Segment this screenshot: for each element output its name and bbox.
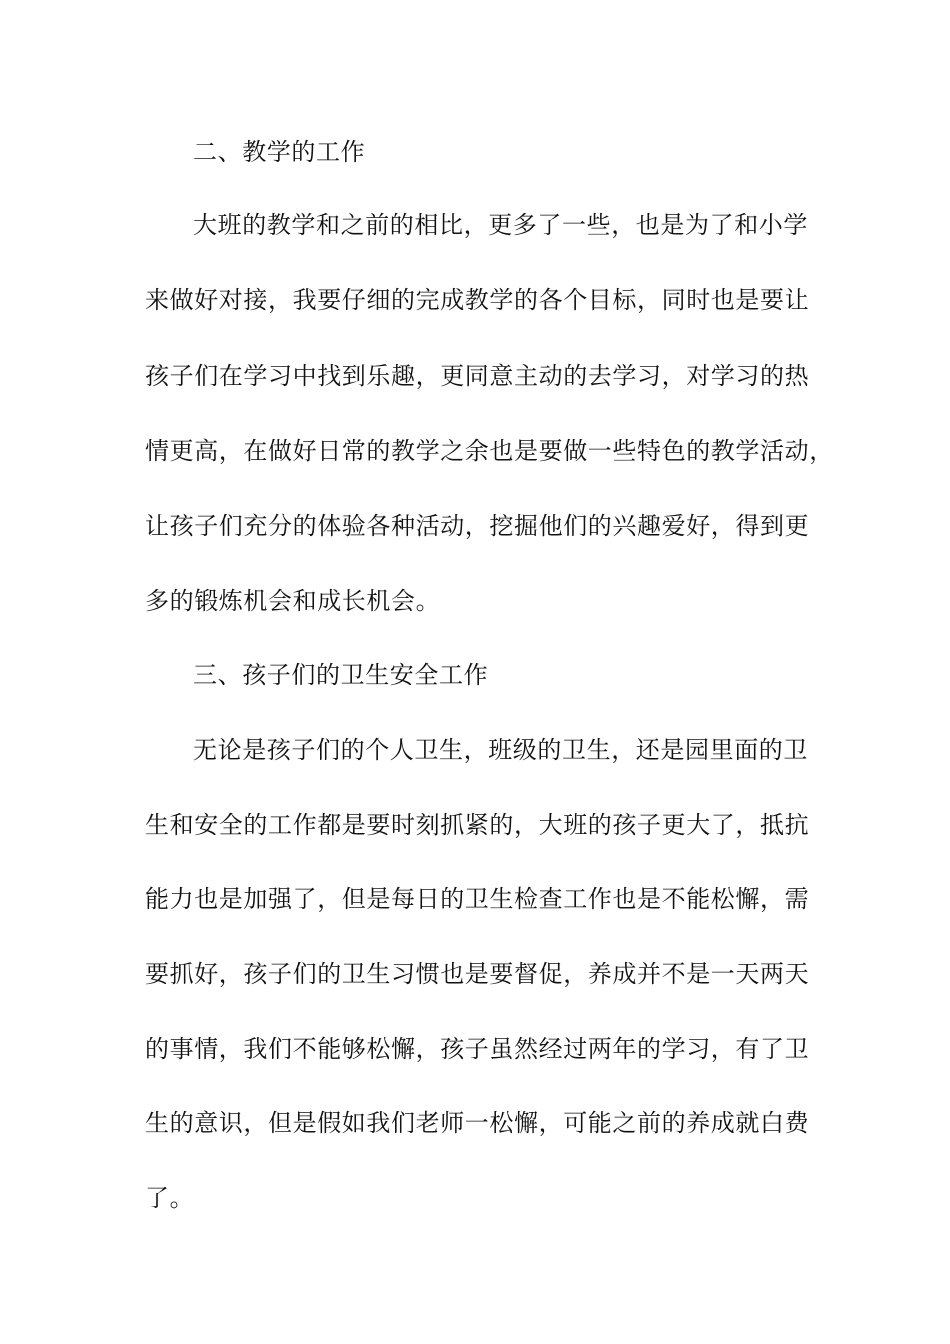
section-heading-teaching: 二、教学的工作 (193, 138, 366, 166)
section-heading-hygiene-safety: 三、孩子们的卫生安全工作 (193, 661, 489, 689)
paragraph-line: 生和安全的工作都是要时刻抓紧的，大班的孩子更大了，抵抗 (145, 811, 810, 839)
paragraph-line: 孩子们在学习中找到乐趣，更同意主动的去学习，对学习的热 (145, 362, 810, 390)
paragraph-line: 生的意识，但是假如我们老师一松懈，可能之前的养成就白费 (145, 1109, 810, 1137)
paragraph-line: 让孩子们充分的体验各种活动，挖掘他们的兴趣爱好，得到更 (145, 512, 810, 540)
paragraph-line: 情更高，在做好日常的教学之余也是要做一些特色的教学活动， (145, 437, 834, 465)
paragraph-line: 无论是孩子们的个人卫生，班级的卫生，还是园里面的卫 (193, 736, 808, 764)
paragraph-line: 能力也是加强了，但是每日的卫生检查工作也是不能松懈，需 (145, 885, 810, 913)
paragraph-line: 多的锻炼机会和成长机会。 (145, 587, 441, 615)
paragraph-line: 要抓好，孩子们的卫生习惯也是要督促，养成并不是一天两天 (145, 960, 810, 988)
paragraph-line: 大班的教学和之前的相比，更多了一些，也是为了和小学 (193, 211, 808, 239)
paragraph-line: 了。 (145, 1184, 195, 1212)
paragraph-line: 的事情，我们不能够松懈，孩子虽然经过两年的学习，有了卫 (145, 1035, 810, 1063)
paragraph-line: 来做好对接，我要仔细的完成教学的各个目标，同时也是要让 (145, 286, 810, 314)
